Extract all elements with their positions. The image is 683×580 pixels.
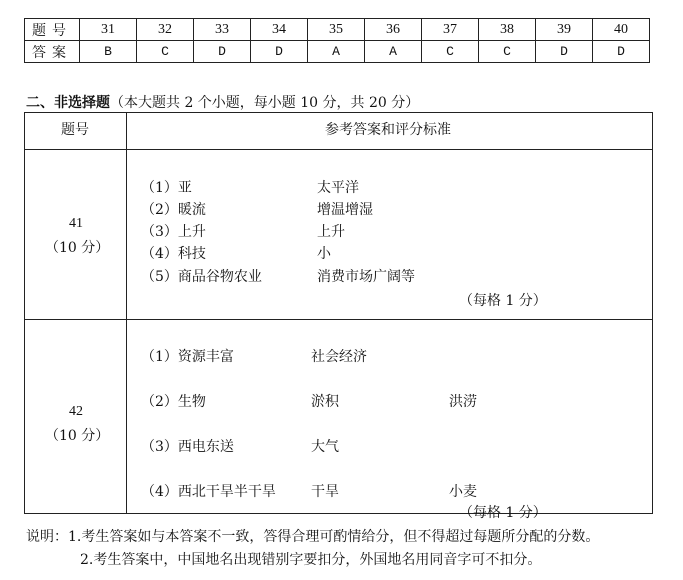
question-42-score: （10 分） [45, 428, 110, 444]
q41-item-label: （2）暖流 [141, 202, 206, 218]
column-divider [126, 113, 127, 513]
choice-answer-table [24, 18, 650, 63]
q42-item-label: （1）资源丰富 [141, 349, 234, 365]
q41-item-answer: 小 [317, 246, 331, 262]
q41-item-label: （4）科技 [141, 246, 206, 262]
answer-cell: B [80, 41, 137, 63]
q42-item-answer: 淤积 [311, 394, 339, 410]
q41-item-answer: 增温增湿 [317, 202, 373, 218]
q41-item-answer: 上升 [317, 224, 345, 240]
q42-item-extra-answer: 小麦 [449, 484, 477, 500]
question-number: 31 [80, 19, 137, 41]
question-41-score: （10 分） [45, 240, 110, 256]
answer-cell: D [251, 41, 308, 63]
answer-cell: A [308, 41, 365, 63]
q41-item-label: （3）上升 [141, 224, 206, 240]
answer-cell: D [194, 41, 251, 63]
q42-item-answer: 大气 [311, 439, 339, 455]
q42-item-label: （2）生物 [141, 394, 206, 410]
question-number: 40 [593, 19, 650, 41]
question-number: 34 [251, 19, 308, 41]
q42-per-blank-score: （每格 1 分） [459, 505, 547, 521]
answer-cell: C [422, 41, 479, 63]
q42-item-answer: 干旱 [311, 484, 339, 500]
question-42-number: 42 [69, 404, 83, 419]
q42-item-answer: 社会经济 [311, 349, 367, 365]
question-41-number: 41 [69, 216, 83, 231]
row-label-question: 题号 [25, 19, 80, 41]
header-question: 题号 [61, 122, 89, 138]
q41-item-label: （1）亚 [141, 180, 192, 196]
answer-cell: D [536, 41, 593, 63]
q41-item-answer: 太平洋 [317, 180, 359, 196]
q42-item-extra-answer: 洪涝 [449, 394, 477, 410]
note-line-1: 说明：1.考生答案如与本答案不一致，答得合理可酌情给分，但不得超过每题所分配的分数。 [26, 529, 600, 545]
question-number: 38 [479, 19, 536, 41]
q42-item-label: （4）西北干旱半干旱 [141, 484, 276, 500]
question-number: 37 [422, 19, 479, 41]
q41-item-answer: 消费市场广阔等 [317, 269, 415, 285]
row-divider [25, 319, 652, 320]
answer-cell: D [593, 41, 650, 63]
section-title-detail: （本大题共 2 个小题，每小题 10 分，共 20 分） [110, 95, 420, 111]
q41-item-label: （5）商品谷物农业 [141, 269, 262, 285]
row-label-answer: 答案 [25, 41, 80, 63]
section-title-bold: 二、非选择题 [26, 95, 110, 111]
question-number: 35 [308, 19, 365, 41]
question-number: 36 [365, 19, 422, 41]
answer-row [25, 41, 650, 63]
q42-item-label: （3）西电东送 [141, 439, 234, 455]
section-title [26, 92, 419, 112]
row-divider [25, 149, 652, 150]
question-number: 33 [194, 19, 251, 41]
q41-per-blank-score: （每格 1 分） [459, 293, 547, 309]
note-line-2: 2.考生答案中，中国地名出现错别字要扣分，外国地名用同音字可不扣分。 [80, 552, 542, 568]
answer-cell: C [137, 41, 194, 63]
question-number-row [25, 19, 650, 41]
answer-cell: A [365, 41, 422, 63]
scoring-table [24, 112, 653, 521]
question-number: 32 [137, 19, 194, 41]
answer-cell: C [479, 41, 536, 63]
header-answer-criteria: 参考答案和评分标准 [325, 122, 451, 138]
question-number: 39 [536, 19, 593, 41]
